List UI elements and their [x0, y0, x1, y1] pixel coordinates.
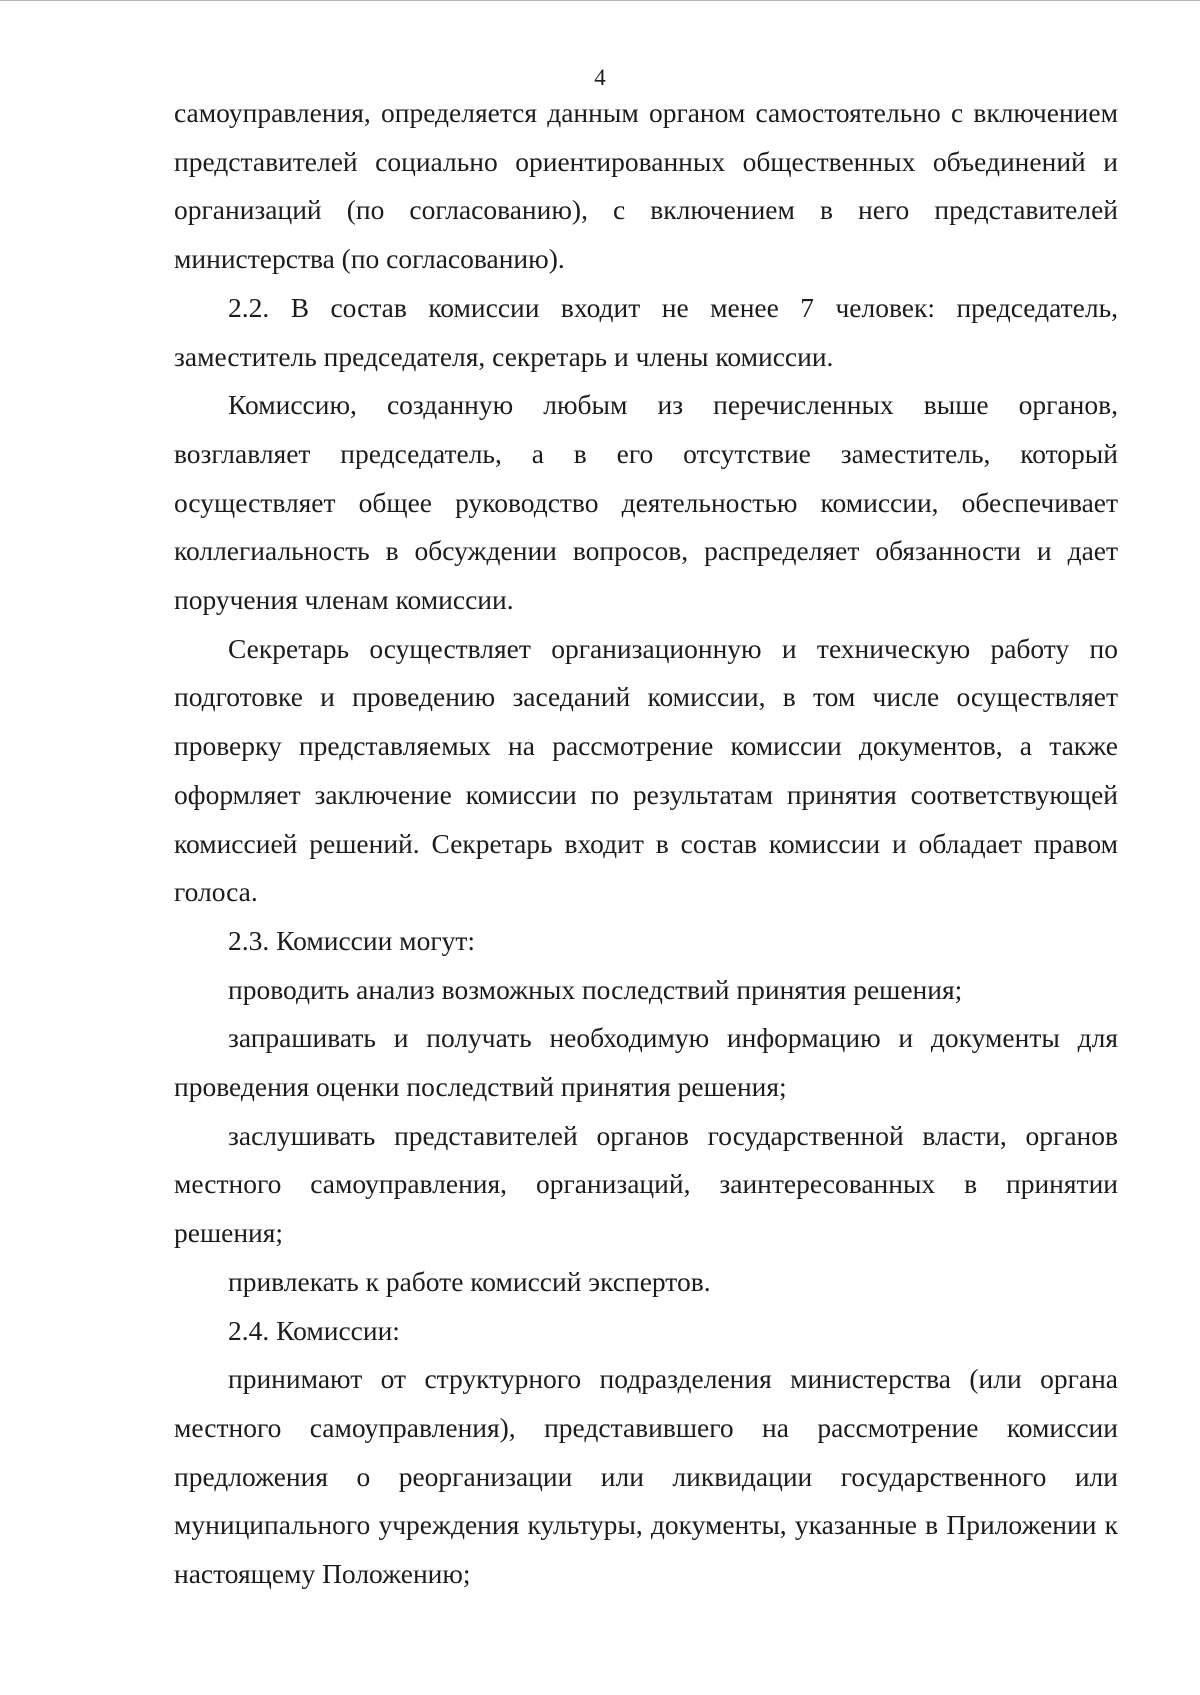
paragraph-secretary: Секретарь осуществляет организационную и техническую работу по подготовке и проведению заседаний комиссии, в том числе осуществляет проверку представляемых на рассмотрение комиссии документов, а также оформляет заключение комиссии по результатам принятия соответствующей комиссией решений. Секретарь входит в состав комиссии и обладает правом голоса.: [174, 632, 1118, 908]
document-body: [174, 89, 1118, 1599]
paragraph-continuation: самоуправления, определяется данным органом самостоятельно с включением представителей социально ориентированных общественных объединений и организаций (по согласованию), с включением в него представителей министерства (по согласованию).: [174, 97, 1118, 275]
page-number: 4: [594, 65, 606, 90]
list-item-request-info: запрашивать и получать необходимую информацию и документы для проведения оценки последствий принятия решения;: [174, 1022, 1118, 1103]
paragraph-2-4-heading: 2.4. Комиссии:: [228, 1314, 400, 1346]
list-item-analysis: проводить анализ возможных последствий принятия решения;: [228, 973, 963, 1005]
paragraph-2-3-heading: 2.3. Комиссии могут:: [228, 924, 476, 956]
list-item-accept-documents: принимают от структурного подразделения министерства (или органа местного самоуправления), представившего на рассмотрение комиссии предложения о реорганизации или ликвидации государственного или муниципального учреждения культуры, документы, указанные в Приложении к настоящему Положению;: [174, 1363, 1118, 1590]
list-item-experts: привлекать к работе комиссий экспертов.: [228, 1265, 711, 1297]
list-item-hear-representatives: заслушивать представителей органов государственной власти, органов местного самоуправления, организаций, заинтересованных в принятии решения;: [174, 1119, 1118, 1249]
paragraph-2-2: 2.2. В состав комиссии входит не менее 7 человек: председатель, заместитель председателя, секретарь и члены комиссии.: [174, 291, 1118, 372]
paragraph-chairman: Комиссию, созданную любым из перечисленных выше органов, возглавляет председатель, а в его отсутствие заместитель, который осуществляет общее руководство деятельностью комиссии, обеспечивает коллегиальность в обсуждении вопросов, распределяет обязанности и дает поручения членам комиссии.: [174, 389, 1118, 616]
